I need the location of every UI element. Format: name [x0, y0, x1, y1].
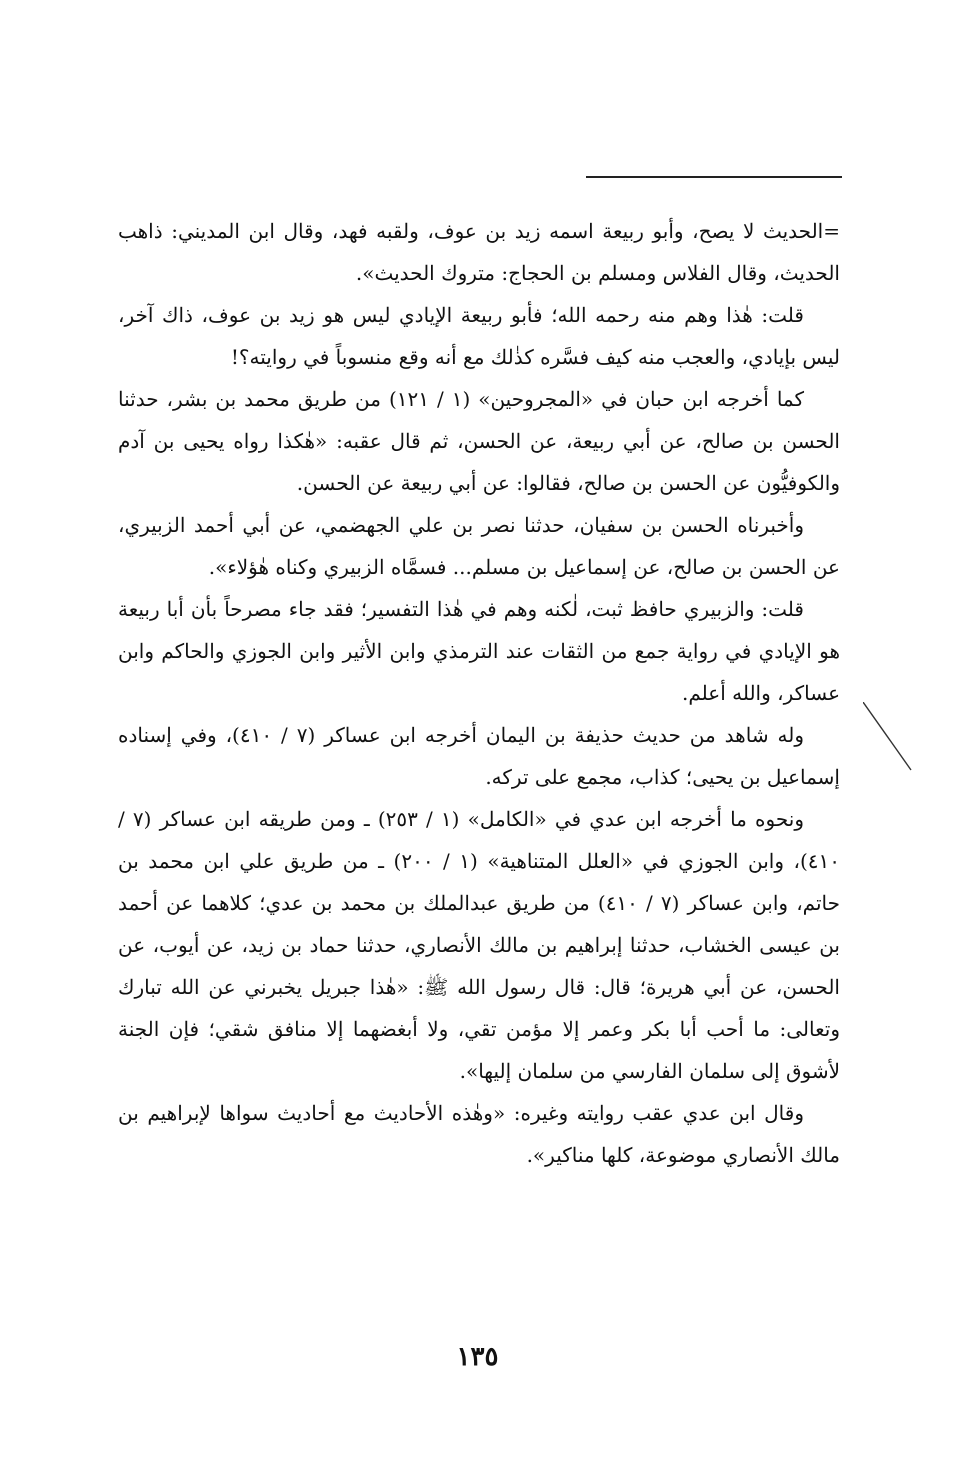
footnote-paragraph: قلت: والزبيري حافظ ثبت، لٰكنه وهم في هٰذا التفسير؛ فقد جاء مصرحاً بأن أبا ربيعة هو الإيادي في رواية جمع من الثقات عند الترمذي وابن الأثير وابن الجوزي والحاكم وابن عساكر، والله أعلم.: [118, 597, 840, 705]
footnote-separator-rule: [586, 176, 842, 178]
footnote-paragraph: كما أخرجه ابن حبان في «المجروحين» (١ / ١٢١) من طريق محمد بن بشر، حدثنا الحسن بن صالح، عن أبي ربيعة، عن الحسن، ثم قال عقبه: «هٰكذا رواه يحيى بن آدم والكوفيُّون عن الحسن بن صالح، فقالوا: عن أبي ربيعة عن الحسن.: [118, 387, 840, 495]
footnote-paragraph: =الحديث لا يصح، وأبو ربيعة اسمه زيد بن عوف، ولقبه فهد، وقال ابن المديني: ذاهب الحديث، وقال الفلاس ومسلم بن الحجاج: متروك الحديث».: [118, 219, 840, 285]
page-number: ١٣٥: [456, 1342, 499, 1372]
footnote-paragraph: وله شاهد من حديث حذيفة بن اليمان أخرجه ابن عساكر (٧ / ٤١٠)، وفي إسناده إسماعيل بن يحيى؛ كذاب، مجمع على تركه.: [118, 723, 840, 789]
footnote-paragraph: ونحوه ما أخرجه ابن عدي في «الكامل» (١ / ٢٥٣) ـ ومن طريقه ابن عساكر (٧ / ٤١٠)، وابن الجوزي في «العلل المتناهية» (١ / ٢٠٠) ـ من طريق علي ابن محمد بن حاتم، وابن عساكر (٧ / ٤١٠) من طريق عبدالملك بن محمد بن عدي؛ كلاهما عن أحمد بن عيسى الخشاب، حدثنا إبراهيم بن مالك الأنصاري، حدثنا حماد بن زيد، عن أيوب، عن الحسن، عن أبي هريرة؛ قال: قال رسول الله ﷺ: «هٰذا جبريل يخبرني عن الله تبارك وتعالى: ما أحب أبا بكر وعمر إلا مؤمن تقي، ولا أبغضهما إلا منافق شقي؛ فإن الجنة لأشوق إلى سلمان الفارسي من سلمان إليها».: [118, 807, 840, 1083]
footnote-paragraph: وقال ابن عدي عقب روايته وغيره: «وهٰذه الأحاديث مع أحاديث سواها لإبراهيم بن مالك الأنصاري موضوعة، كلها مناكير».: [118, 1101, 840, 1167]
footnote-paragraph: وأخبرناه الحسن بن سفيان، حدثنا نصر بن علي الجهضمي، عن أبي أحمد الزبيري، عن الحسن بن صالح، عن إسماعيل بن مسلم... فسمَّاه الزبيري وكناه هٰؤلاء».: [118, 513, 840, 579]
footnote-text-block: [118, 210, 840, 1176]
footnote-paragraph: قلت: هٰذا وهم منه رحمه الله؛ فأبو ربيعة الإيادي ليس هو زيد بن عوف، ذاك آخر، ليس بإيادي، والعجب منه كيف فسَّره كذٰلك مع أنه وقع منسوباً في روايته؟!: [118, 303, 840, 369]
